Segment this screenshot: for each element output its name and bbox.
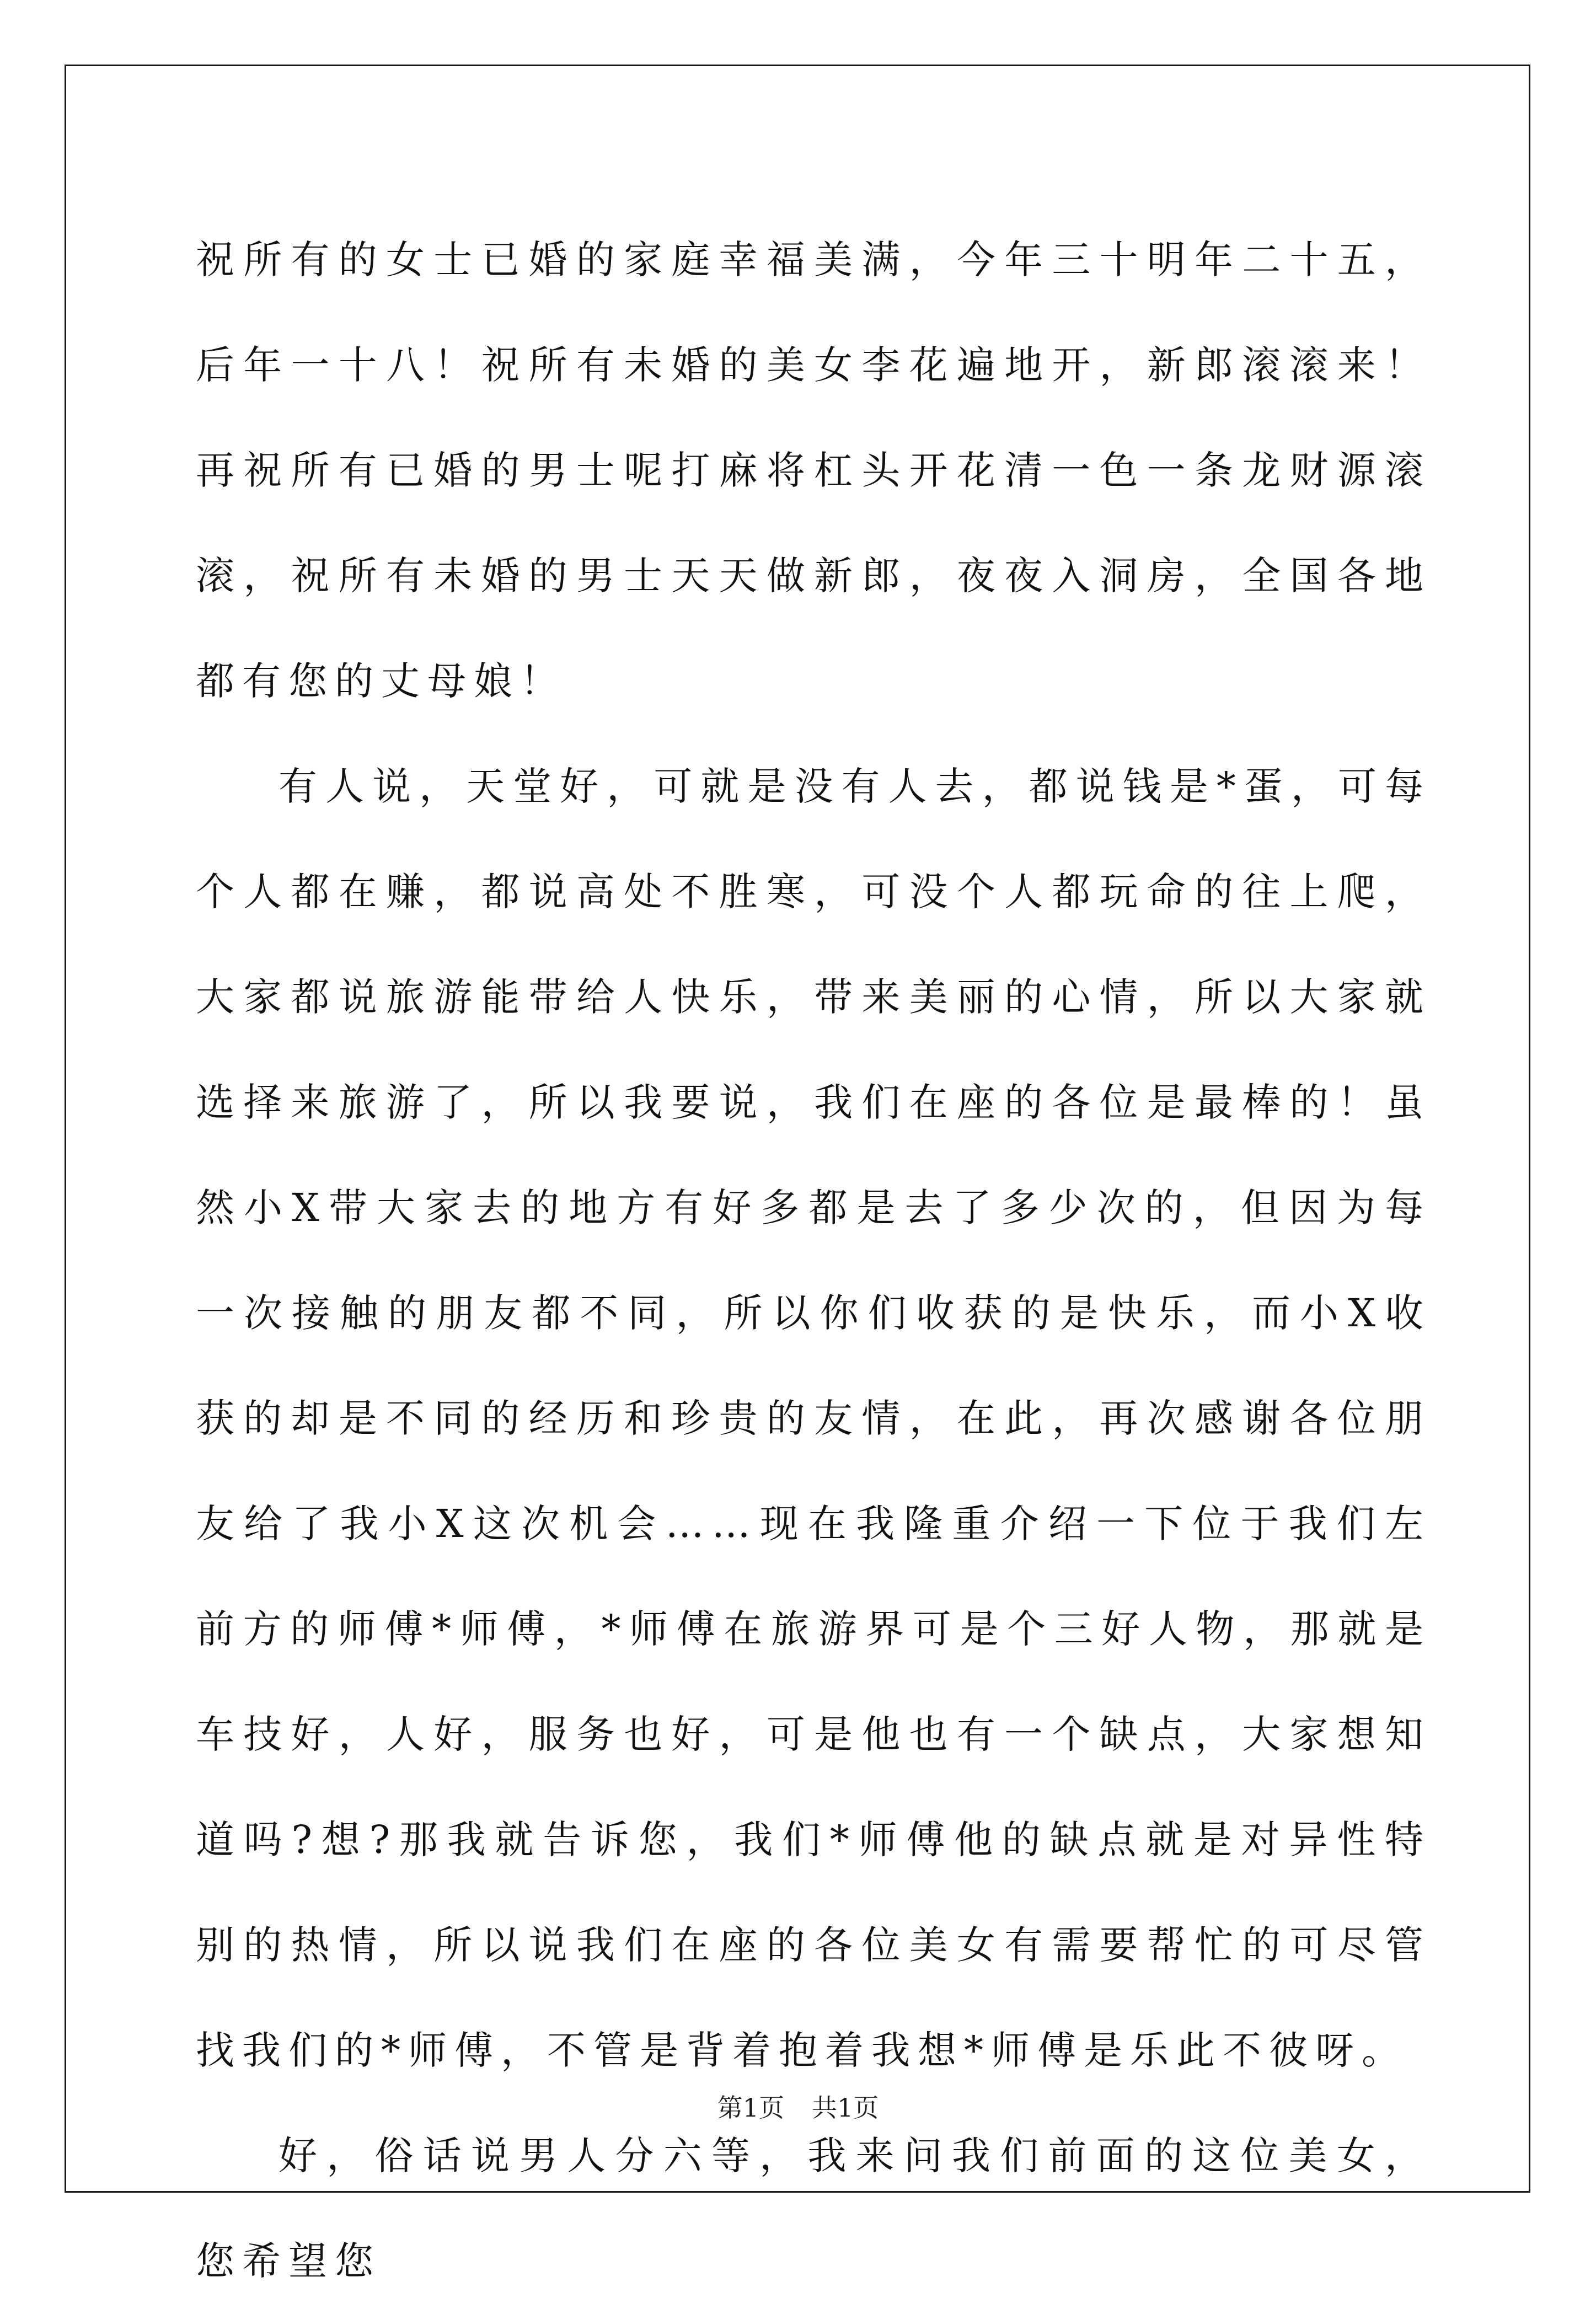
page-footer xyxy=(0,2091,1596,2124)
page-number-total: 共1页 xyxy=(812,2093,879,2123)
paragraph-1: 祝所有的女士已婚的家庭幸福美满，今年三十明年二十五，后年一十八！祝所有未婚的美女李花遍地开，新郎滚滚来！再祝所有已婚的男士呢打麻将杠头开花清一色一条龙财源滚滚，祝所有未婚的男士天天做新郎，夜夜入洞房，全国各地都有您的丈母娘！ xyxy=(196,237,1431,704)
page-number-current: 第1页 xyxy=(717,2093,784,2123)
paragraph-2: 有人说，天堂好，可就是没有人去，都说钱是*蛋，可每个人都在赚，都说高处不胜寒，可没个人都玩命的往上爬，大家都说旅游能带给人快乐，带来美丽的心情，所以大家就选择来旅游了，所以我要说，我们在座的各位是最棒的！虽然小X带大家去的地方有好多都是去了多少次的，但因为每一次接触的朋友都不同，所以你们收获的是快乐，而小X收获的却是不同的经历和珍贵的友情，在此，再次感谢各位朋友给了我小X这次机会……现在我隆重介绍一下位于我们左前方的师傅*师傅，*师傅在旅游界可是个三好人物，那就是车技好，人好，服务也好，可是他也有一个缺点，大家想知道吗?想?那我就告诉您，我们*师傅他的缺点就是对异性特别的热情，所以说我们在座的各位美女有需要帮忙的可尽管找我们的*师傅，不管是背着抱着我想*师傅是乐此不彼呀。 xyxy=(196,764,1431,2073)
paragraph-3: 好，俗话说男人分六等，我来问我们前面的这位美女，您希望您 xyxy=(196,2133,1431,2284)
document-body xyxy=(196,207,1431,2314)
